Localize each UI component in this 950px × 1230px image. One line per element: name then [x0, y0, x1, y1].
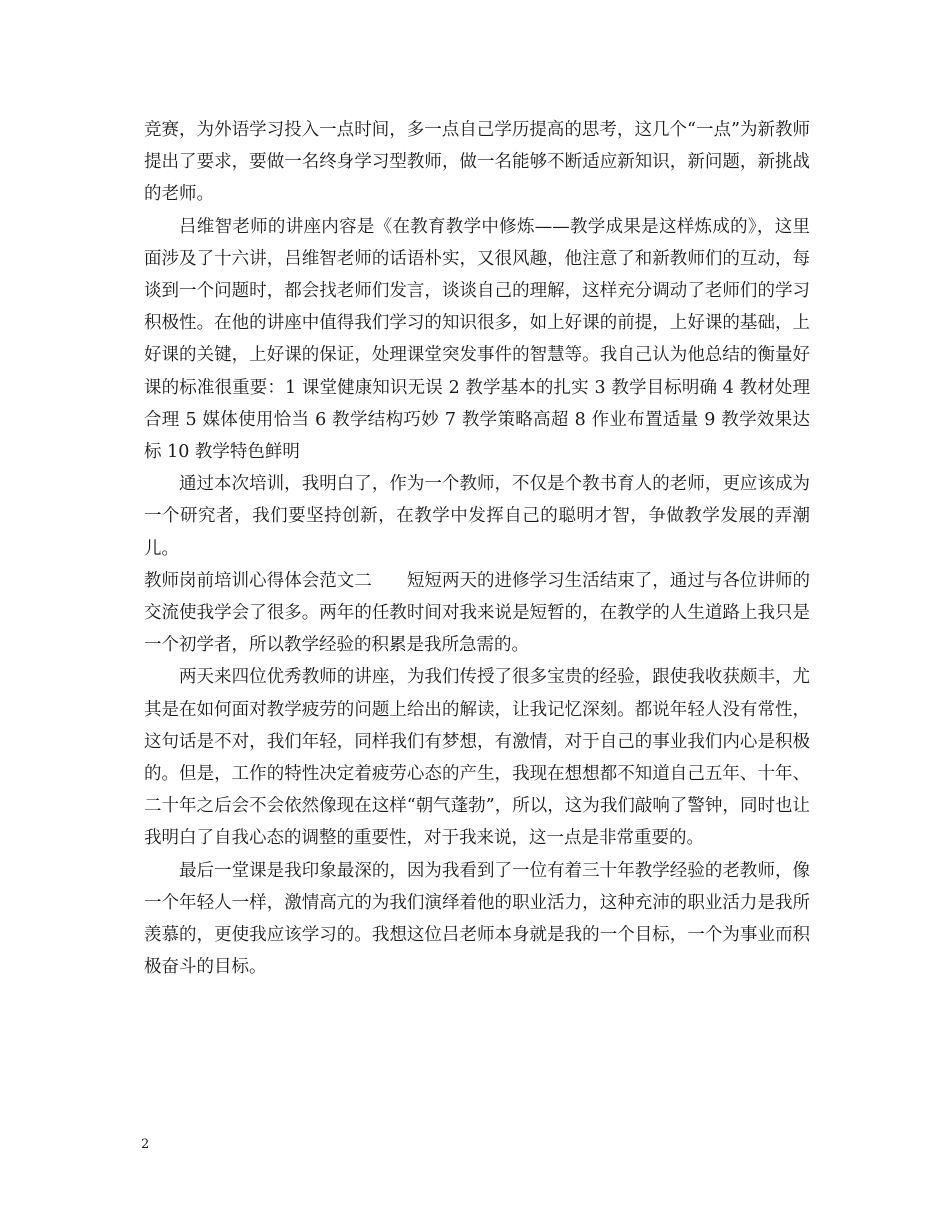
document-body	[144, 114, 810, 983]
paragraph-5: 两天来四位优秀教师的讲座，为我们传授了很多宝贵的经验，跟使我收获颇丰，尤其是在如何面对教学疲劳的问题上给出的解读，让我记忆深刻。都说年轻人没有常性，这句话是不对，我们年轻，同样我们有梦想，有激情，对于自己的事业我们内心是积极的。但是，工作的特性决定着疲劳心态的产生，我现在想想都不知道自己五年、十年、二十年之后会不会依然像现在这样“朝气蓬勃”，所以，这为我们敲响了警钟，同时也让我明白了自我心态的调整的重要性，对于我来说，这一点是非常重要的。	[144, 667, 810, 849]
paragraph-4: 教师岗前培训心得体会范文二 短短两天的进修学习生活结束了，通过与各位讲师的交流使我学会了很多。两年的任教时间对我来说是短暂的，在教学的人生道路上我只是一个初学者，所以教学经验的积累是我所急需的。	[144, 570, 810, 656]
paragraph-1: 竞赛，为外语学习投入一点时间，多一点自己学历提高的思考，这几个“一点”为新教师提出了要求，要做一名终身学习型教师，做一名能够不断适应新知识，新问题，新挑战的老师。	[144, 120, 810, 205]
paragraph-6: 最后一堂课是我印象最深的，因为我看到了一位有着三十年教学经验的老教师，像一个年轻人一样，激情高亢的为我们演绎着他的职业活力，这种充沛的职业活力是我所羡慕的，更使我应该学习的。我想这位吕老师本身就是我的一个目标，一个为事业而积极奋斗的目标。	[144, 860, 810, 978]
paragraph-2: 吕维智老师的讲座内容是《在教育教学中修炼——教学成果是这样炼成的》，这里面涉及了十六讲，吕维智老师的话语朴实，又很风趣，他注意了和新教师们的互动，每谈到一个问题时，都会找老师们发言，谈谈自己的理解，这样充分调动了老师们的学习积极性。在他的讲座中值得我们学习的知识很多，如上好课的前提，上好课的基础，上好课的关键，上好课的保证，处理课堂突发事件的智慧等。我自己认为他总结的衡量好课的标准很重要：1 课堂健康知识无误 2 教学基本的扎实 3 教学目标明确 4 教材处理合理 5 媒体使用恰当 6 教学结构巧妙 7 教学策略高超 8 作业布置适量 9 教学效果达标 10 教学特色鲜明	[144, 216, 810, 463]
paragraph-3: 通过本次培训，我明白了，作为一个教师，不仅是个教书育人的老师，更应该成为一个研究者，我们要坚持创新，在教学中发挥自己的聪明才智，争做教学发展的弄潮儿。	[144, 474, 810, 559]
page-number: 2	[141, 1137, 150, 1152]
